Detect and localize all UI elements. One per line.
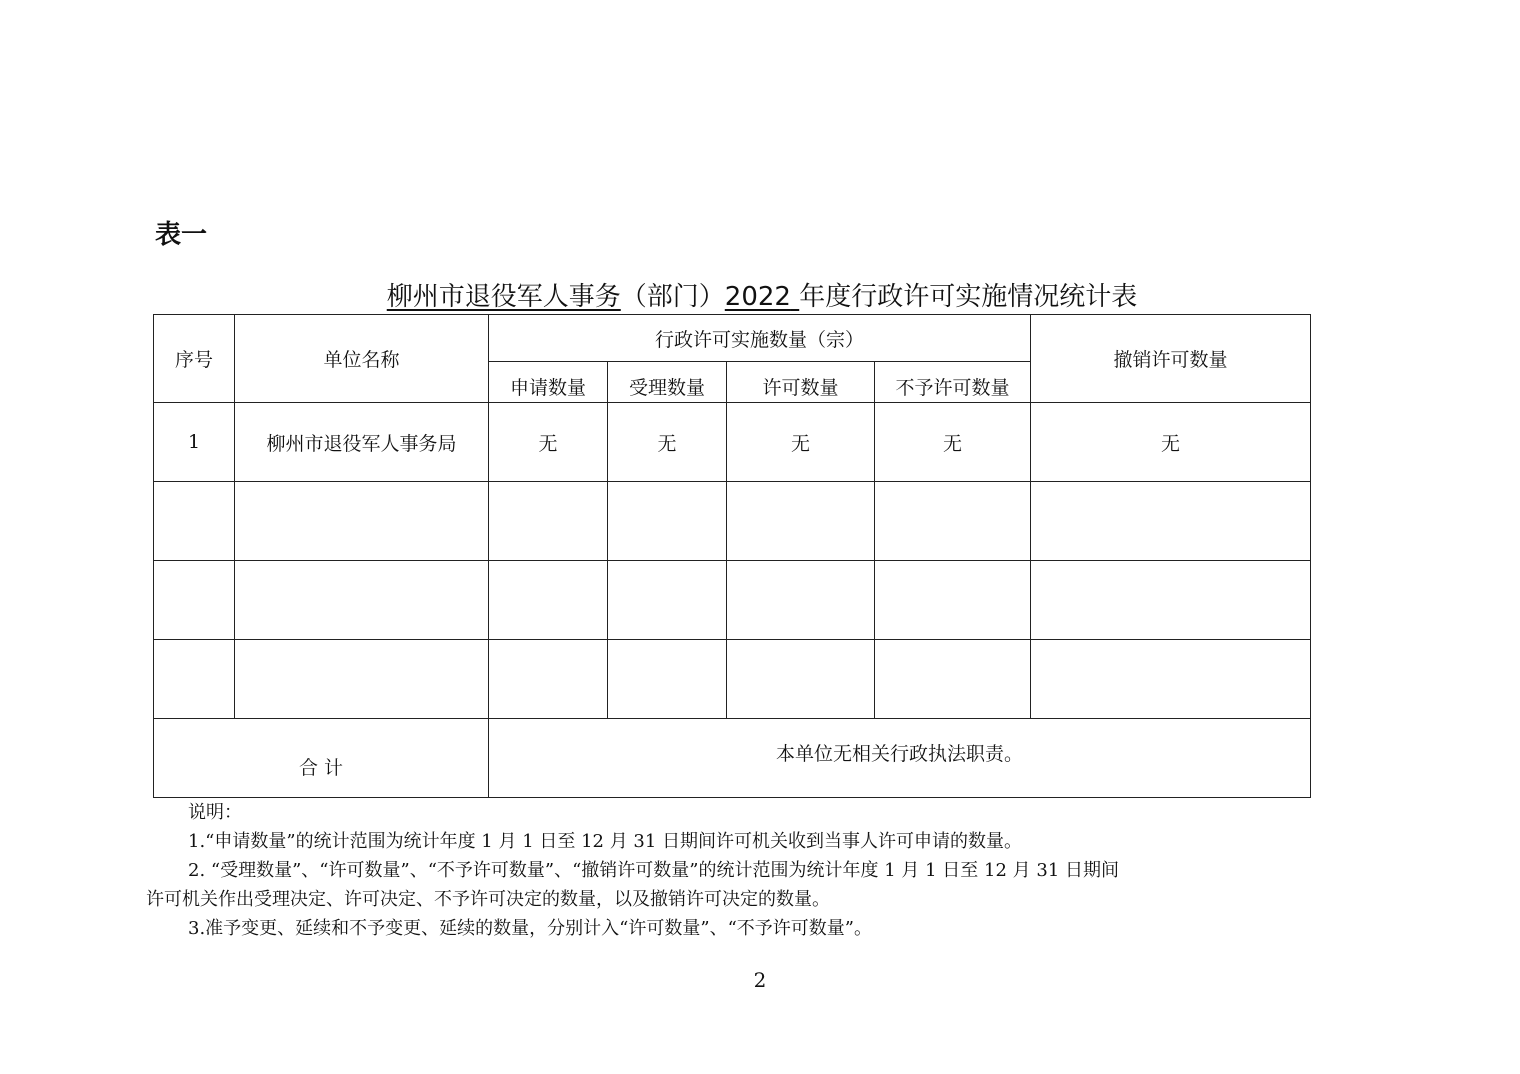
table-row bbox=[154, 403, 1311, 482]
table-row bbox=[154, 482, 1311, 561]
header-revoke: 撤销许可数量 bbox=[1031, 315, 1311, 403]
statistics-table bbox=[153, 314, 1311, 798]
cell-unit-name: 柳州市退役军人事务局 bbox=[235, 403, 489, 482]
page-number: 2 bbox=[753, 968, 767, 992]
note-3: 3.准予变更、延续和不予变更、延续的数量，分别计入“许可数量”、“不予许可数量”。 bbox=[188, 918, 872, 939]
note-1: 1.“申请数量”的统计范围为统计年度 1 月 1 日至 12 月 31 日期间许可机关收到当事人许可申请的数量。 bbox=[188, 831, 1023, 852]
cell-permit: 无 bbox=[727, 403, 875, 482]
title-rest: 年度行政许可实施情况统计表 bbox=[799, 282, 1138, 312]
title-year: 2022 bbox=[724, 282, 791, 312]
cell-revoke: 无 bbox=[1031, 403, 1311, 482]
header-deny: 不予许可数量 bbox=[875, 362, 1031, 403]
note-2: 2. “受理数量”、“许可数量”、“不予许可数量”、“撤销许可数量”的统计范围为统计年度 1 月 1 日至 12 月 31 日期间 bbox=[188, 860, 1119, 881]
header-group: 行政许可实施数量（宗） bbox=[489, 315, 1031, 362]
header-unit-name: 单位名称 bbox=[235, 315, 489, 403]
cell-deny: 无 bbox=[875, 403, 1031, 482]
title-unit: 柳州市退役军人事务 bbox=[386, 282, 621, 312]
total-note: 本单位无相关行政执法职责。 bbox=[489, 719, 1311, 798]
header-seq: 序号 bbox=[154, 315, 235, 403]
page-title bbox=[152, 276, 1372, 313]
table-label: 表一 bbox=[155, 220, 208, 250]
table-row bbox=[154, 640, 1311, 719]
header-accept: 受理数量 bbox=[608, 362, 727, 403]
notes bbox=[146, 798, 1376, 943]
cell-accept: 无 bbox=[608, 403, 727, 482]
cell-seq: 1 bbox=[154, 403, 235, 482]
note-2-continued: 许可机关作出受理决定、许可决定、不予许可决定的数量，以及撤销许可决定的数量。 bbox=[146, 889, 830, 910]
table-row bbox=[154, 561, 1311, 640]
total-label: 合 计 bbox=[154, 719, 489, 798]
header-permit: 许可数量 bbox=[727, 362, 875, 403]
notes-heading: 说明： bbox=[188, 802, 242, 823]
total-row bbox=[154, 719, 1311, 798]
cell-apply: 无 bbox=[489, 403, 608, 482]
title-paren: （部门） bbox=[620, 282, 725, 312]
header-apply: 申请数量 bbox=[489, 362, 608, 403]
